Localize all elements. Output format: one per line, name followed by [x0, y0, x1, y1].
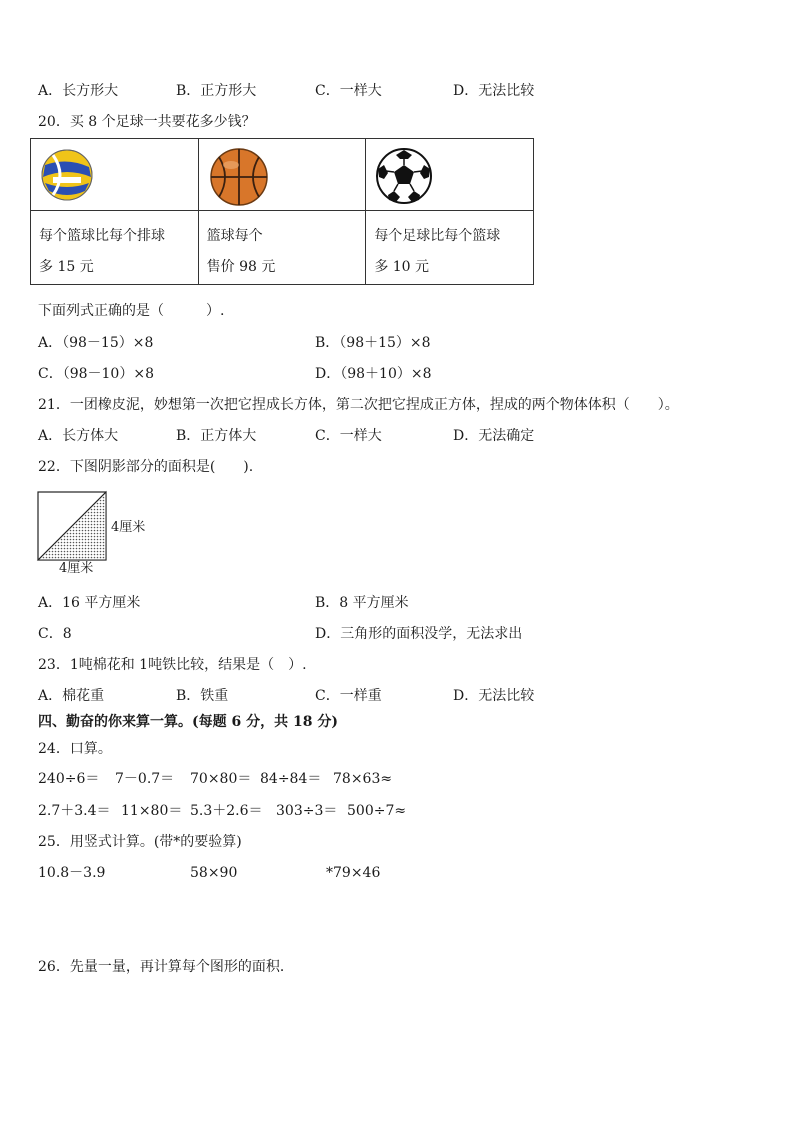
- q25-question: 25．用竖式计算。(带*的要验算): [38, 834, 242, 850]
- q20-prompt: 下面列式正确的是（ ）.: [38, 303, 225, 319]
- q24-r2-item: 500÷7≈: [347, 803, 407, 819]
- q23-question: 23．1吨棉花和 1吨铁比较，结果是（ ）.: [38, 657, 307, 673]
- q21-question: 21．一团橡皮泥，妙想第一次把它捏成长方体，第二次把它捏成正方体，捏成的两个物体体积（ ）。: [38, 397, 679, 413]
- q23-option-b[interactable]: B．铁重: [176, 688, 229, 704]
- q24-r1-item: 70×80＝: [190, 771, 252, 787]
- q26-question: 26．先量一量，再计算每个图形的面积．: [38, 959, 294, 975]
- q22-bottom-label: 4厘米: [59, 561, 94, 576]
- q22-side-label: 4厘米: [111, 520, 146, 535]
- q24-question: 24．口算。: [38, 741, 112, 757]
- q22-option-b[interactable]: B．8 平方厘米: [315, 595, 409, 611]
- basketball-icon: [207, 147, 271, 207]
- q22-option-d[interactable]: D．三角形的面积没学，无法求出: [315, 626, 523, 642]
- q20-cell-3-line1: 每个足球比每个篮球: [374, 228, 501, 244]
- q23-option-d[interactable]: D．无法比较: [453, 688, 535, 704]
- q25-item-1: 10.8－3.9: [38, 865, 106, 881]
- volleyball-icon: [39, 147, 99, 203]
- q20-question: 20．买 8 个足球一共要花多少钱？: [38, 114, 256, 130]
- q22-option-c[interactable]: C．8: [38, 626, 72, 642]
- q19-option-a[interactable]: A．长方形大: [38, 83, 119, 99]
- q21-option-a[interactable]: A．长方体大: [38, 428, 119, 444]
- q25-item-2: 58×90: [190, 865, 238, 881]
- q24-r2-item: 5.3＋2.6＝: [190, 803, 263, 819]
- q24-r1-item: 7－0.7＝: [115, 771, 175, 787]
- q20-option-d[interactable]: D．（98＋10）×8: [315, 366, 432, 382]
- q24-r2-item: 303÷3＝: [276, 803, 338, 819]
- q20-cell-2-line1: 篮球每个: [206, 228, 263, 244]
- q20-cell-3: [366, 211, 534, 285]
- q21-option-d[interactable]: D．无法确定: [453, 428, 535, 444]
- q23-option-c[interactable]: C．一样重: [315, 688, 382, 704]
- q21-option-b[interactable]: B．正方体大: [176, 428, 257, 444]
- q24-r1-item: 84÷84＝: [260, 771, 322, 787]
- basketball-cell: [198, 139, 366, 211]
- q20-cell-1-line1: 每个篮球比每个排球: [39, 228, 165, 244]
- q20-option-b[interactable]: B．（98＋15）×8: [315, 335, 431, 351]
- q22-option-a[interactable]: A．16 平方厘米: [38, 595, 141, 611]
- q22-question: 22．下图阴影部分的面积是( ).: [38, 459, 254, 475]
- soccer-ball-cell: [366, 139, 534, 211]
- section-4-heading: 四、勤奋的你来算一算。(每题 6 分，共 18 分): [38, 714, 338, 730]
- q21-option-c[interactable]: C．一样大: [315, 428, 382, 444]
- q25-item-3: *79×46: [326, 865, 381, 881]
- q19-option-d[interactable]: D．无法比较: [453, 83, 535, 99]
- q24-r1-item: 78×63≈: [333, 771, 393, 787]
- q20-cell-2-line2: 售价 98 元: [206, 259, 276, 275]
- q20-cell-1-line2: 多 15 元: [39, 259, 94, 275]
- q20-cell-3-line2: 多 10 元: [374, 259, 430, 275]
- q19-option-c[interactable]: C．一样大: [315, 83, 382, 99]
- q20-option-a[interactable]: A．（98－15）×8: [38, 335, 154, 351]
- q24-r1-item: 240÷6＝: [38, 771, 100, 787]
- q23-option-a[interactable]: A．棉花重: [38, 688, 105, 704]
- q24-r2-item: 11×80＝: [121, 803, 183, 819]
- q20-cell-2: [198, 211, 366, 285]
- q20-ball-table: [30, 138, 534, 285]
- q19-option-b[interactable]: B．正方形大: [176, 83, 257, 99]
- q20-cell-1: [31, 211, 199, 285]
- volleyball-cell: [31, 139, 199, 211]
- soccer-ball-icon: [374, 147, 434, 205]
- q24-r2-item: 2.7＋3.4＝: [38, 803, 111, 819]
- q20-option-c[interactable]: C．（98－10）×8: [38, 366, 154, 382]
